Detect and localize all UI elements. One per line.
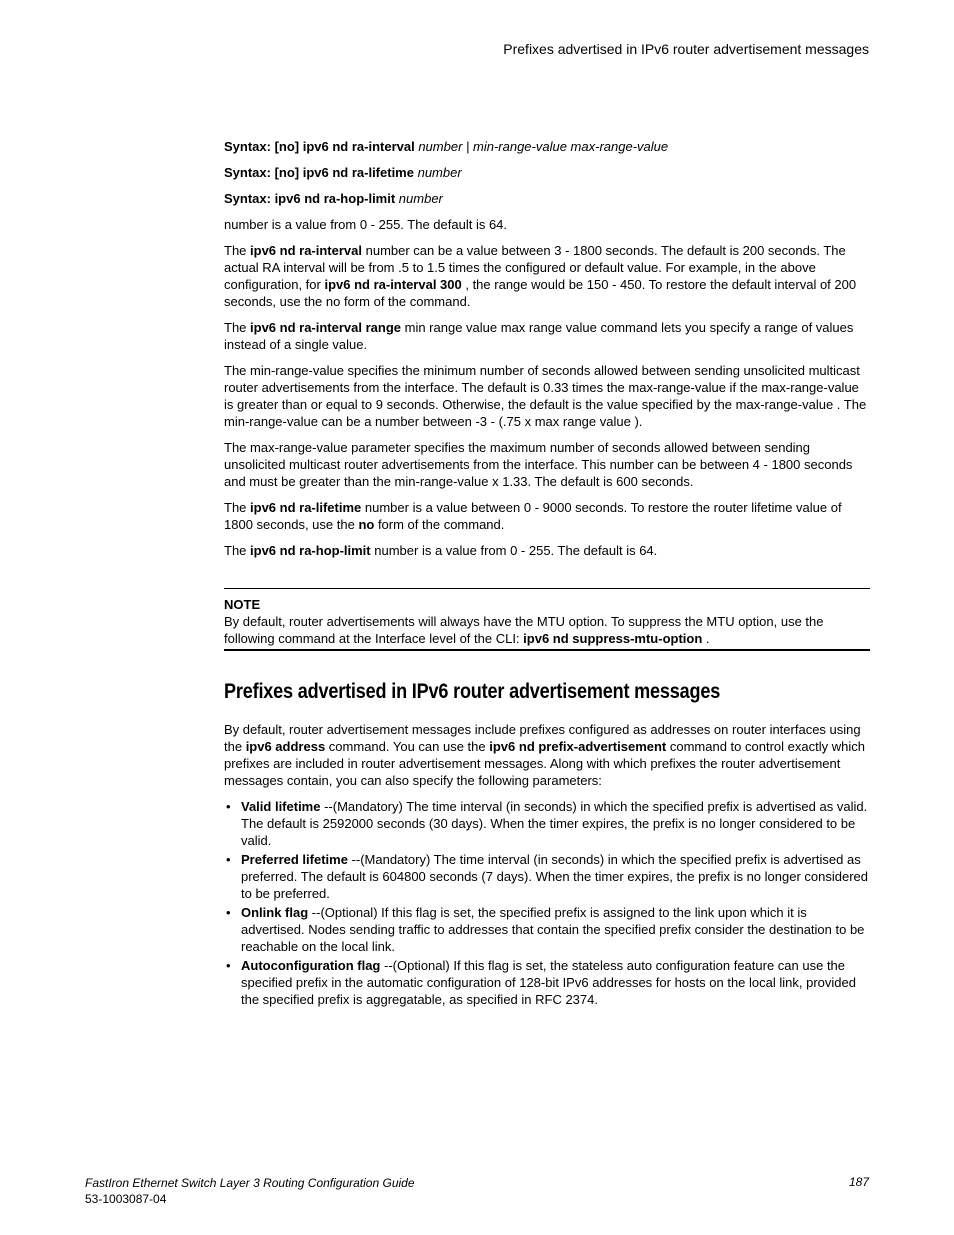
- note-box: [224, 588, 870, 651]
- bullet-icon: •: [226, 852, 231, 867]
- bullet-icon: •: [226, 799, 231, 814]
- main-content: [224, 138, 870, 1010]
- paragraph-max-range-value: The max-range-value parameter specifies the maximum number of seconds allowed between sending unsolicited multicast router advertisements from the interface. This number can be between 4 - 1800 seconds and must be greater than the min-range-value x 1.33. The default is 600 seconds.: [224, 440, 853, 489]
- note-text: By default, router advertisements will always have the MTU option. To suppress the MTU option, use the following command at the Interface level of the CLI: ipv6 nd suppress-mtu-option .: [224, 614, 824, 646]
- list-item: • Onlink flag --(Optional) If this flag is set, the specified prefix is assigned to the link upon which it is advertised. Nodes sending traffic to addresses that contain the specified prefix consider the destination to be reachable on the local link.: [226, 905, 865, 954]
- note-title: NOTE: [224, 597, 261, 612]
- syntax-ra-lifetime: Syntax: [no] ipv6 nd ra-lifetime number: [224, 165, 462, 180]
- paragraph-ra-hop-limit: The ipv6 nd ra-hop-limit number is a value from 0 - 255. The default is 64.: [224, 543, 658, 558]
- paragraph-number-range: number is a value from 0 - 255. The default is 64.: [224, 217, 508, 232]
- footer-guide-title: FastIron Ethernet Switch Layer 3 Routing Configuration Guide: [85, 1176, 415, 1190]
- paragraph-ra-lifetime: The ipv6 nd ra-lifetime number is a value between 0 - 9000 seconds. To restore the router lifetime value of 1800 seconds, use the no form of the command.: [224, 500, 842, 532]
- paragraph-ra-interval: The ipv6 nd ra-interval number can be a value between 3 - 1800 seconds. The default is 200 seconds. The actual RA interval will be from .5 to 1.5 times the configured or default value. For example, in the above configuration, for ipv6 nd ra-interval 300 , the range would be 150 - 450. To restore the default interval of 200 seconds, use the no form of the command.: [224, 243, 857, 309]
- parameter-list: [224, 798, 870, 1008]
- footer-left: [85, 1175, 415, 1207]
- paragraph-ra-interval-range: The ipv6 nd ra-interval range min range value max range value command lets you specify a range of values instead of a single value.: [224, 320, 854, 352]
- list-item: • Valid lifetime --(Mandatory) The time interval (in seconds) in which the specified prefix is advertised as valid. The default is 2592000 seconds (30 days). When the timer expires, the prefix is no longer considered to be valid.: [226, 799, 868, 848]
- running-header: Prefixes advertised in IPv6 router advertisement messages: [503, 41, 869, 57]
- list-item: • Autoconfiguration flag --(Optional) If this flag is set, the stateless auto configuration feature can use the specified prefix in the automatic configuration of 128-bit IPv6 addresses for hosts on the local link, provided the specified prefix is aggregatable, as specified in RFC 2374.: [226, 958, 856, 1007]
- bullet-icon: •: [226, 905, 231, 920]
- section-heading: Prefixes advertised in IPv6 router advertisement messages: [224, 680, 721, 703]
- footer-page-number: 187: [848, 1175, 869, 1189]
- paragraph-min-range-value: The min-range-value specifies the minimum number of seconds allowed between sending unsolicited multicast router advertisements from the interface. The default is 0.33 times the max-range-value if the max-range-value is greater than or equal to 9 seconds. Otherwise, the default is the value specified by the max-range-value . The min-range-value can be a number between -3 - (.75 x max range value ).: [224, 363, 867, 429]
- list-item: • Preferred lifetime --(Mandatory) The time interval (in seconds) in which the specified prefix is advertised as preferred. The default is 604800 seconds (7 days). When the timer expires, the prefix is no longer considered to be preferred.: [226, 852, 868, 901]
- section-intro: By default, router advertisement messages include prefixes configured as addresses on router interfaces using the ipv6 address command. You can use the ipv6 nd prefix-advertisement command to control exactly which prefixes are included in router advertisement messages. Along with which prefixes the router advertisement messages contain, you can also specify the following parameters:: [224, 722, 865, 788]
- footer-doc-number: 53-1003087-04: [85, 1192, 167, 1206]
- syntax-ra-interval: Syntax: [no] ipv6 nd ra-interval number | min-range-value max-range-value: [224, 139, 669, 154]
- syntax-ra-hop-limit: Syntax: ipv6 nd ra-hop-limit number: [224, 191, 443, 206]
- bullet-icon: •: [226, 958, 231, 973]
